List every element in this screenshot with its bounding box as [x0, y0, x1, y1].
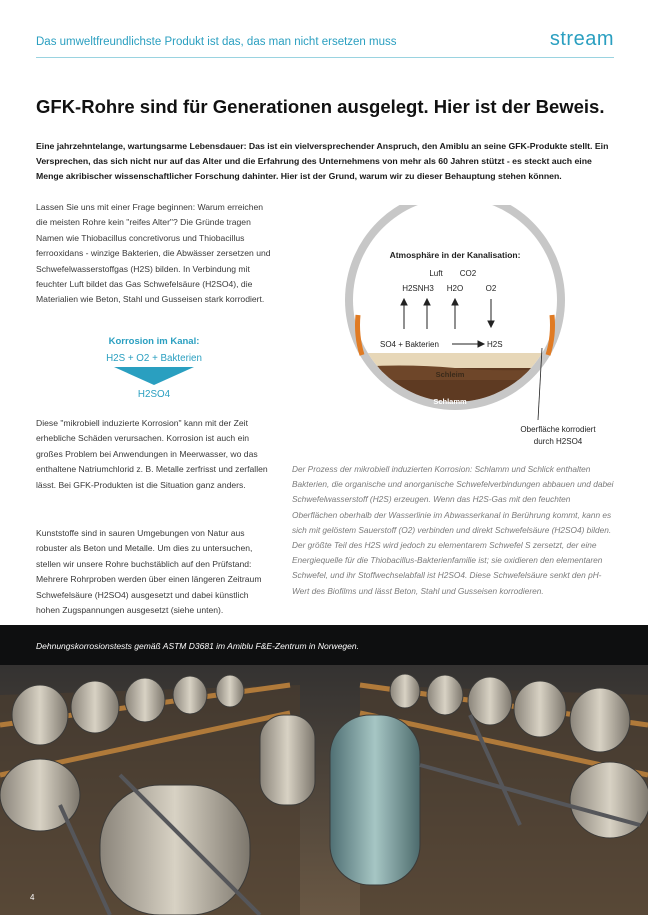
sludge-label: Schlamm — [433, 397, 467, 406]
diagram-title: Atmosphäre in der Kanalisation: — [389, 250, 521, 260]
stream-logo: stream — [549, 28, 614, 50]
corrosion-formula-box — [36, 332, 272, 414]
sewer-pipe-illustration — [340, 205, 610, 455]
body-paragraph-2: Diese "mikrobiell induzierte Korrosion" kann mit der Zeit erhebliche Schäden verursachen. Korrosion ist auch ein großes Problem bei Anwendungen in Meerwasser, wo das enthaltene Natriumchlorid z. B. Metalle zerfrisst und zerfallen lässt. Bei GFK-Produkten ist die Situation ganz anders. — [36, 418, 268, 490]
photo-caption: Dehnungskorrosionstests gemäß ASTM D3681 im Amiblu F&E-Zentrum in Norwegen. — [36, 641, 359, 651]
h2o-label: H2O — [446, 284, 464, 293]
corrosion-result: H2SO4 — [137, 389, 171, 400]
diagram-caption: Der Prozess der mikrobiell induzierten Korrosion: Schlamm und Schlick enthalten Bakterien, die organische und anorganische Schwefelverbindungen abbauen und dabei Schwefelwasserstoff (H2S) erzeugen. Wenn das H2S-Gas mit den feuchten Oberflächen oberhalb der Wasserlinie im Abwasserkanal in Berührung kommt, kann es sich mit gelöstem Sauerstoff (O2) verbinden und direkt Schwefelsäure (H2SO4) bilden. Der größte Teil des H2S wird jedoch zu elementarem Schwefel S zersetzt, der eine Energiequelle für die Thiobacillus-Bakterienfamilie ist; sie oxidieren den elementaren Schwefel, und ihr Stoffwechselabfall ist H2SO4. Diese Schwefelsäure senkt den pH-Wert des Biofilms und lässt Beton, Stahl und Gusseisen korrodieren. — [292, 464, 614, 596]
co2-label: CO2 — [459, 269, 477, 278]
sewer-corrosion-diagram — [340, 205, 610, 455]
o2-label: O2 — [485, 284, 497, 293]
body-column — [36, 200, 272, 618]
corrosion-title: Korrosion im Kanal: — [108, 336, 200, 347]
so4-bacteria-label: SO4 + Bakterien — [380, 340, 439, 349]
lab-photo — [0, 625, 648, 915]
surface-label-1: Oberfläche korrodiert — [520, 425, 596, 434]
header-tagline: Das umweltfreundlichste Produkt ist das, das man nicht ersetzen muss — [36, 36, 397, 48]
surface-label-2: durch H2SO4 — [533, 437, 583, 446]
slime-label: Schleim — [435, 370, 465, 379]
page-title: GFK-Rohre sind für Generationen ausgelegt. Hier ist der Beweis. — [36, 96, 605, 117]
page-number: 4 — [30, 893, 35, 902]
corrosion-formula: H2S + O2 + Bakterien — [106, 353, 202, 364]
pipe-test-rack-image — [0, 625, 648, 915]
corrosion-arrow-icon — [114, 367, 194, 385]
air-label: Luft — [429, 269, 443, 278]
page-header — [36, 30, 614, 58]
body-paragraph-1: Lassen Sie uns mit einer Frage beginnen: Warum erreichen die meisten Rohre kein "reifes Alter"? Die Gründe tragen Namen wie Thiobacillus concretivorus und Thiobacillus ferrooxidans - winzige Bakterien, die Abwässer zersetzen und Schwefelwasserstoffgas (H2S) bilden. In Verbindung mit feuchter Luft bildet das Gas Schwefelsäure (H2SO4), die Materialien wie Beton, Stahl und Gusseisen stark korrodiert. — [36, 202, 271, 305]
lead-paragraph: Eine jahrzehntelange, wartungsarme Lebensdauer: Das ist ein vielversprechender Anspruch, den Amiblu an seine GFK-Produkte stellt. Ein Versprechen, das sich nicht nur auf das Alter und die Erfahrung des Unternehmens von mehr als 60 Jahren stützt - es steckt auch eine Menge akribischer wissenschaftlicher Forschung dahinter. Hier ist der Grund, warum wir zu dieser Behauptung stehen können. — [36, 141, 609, 181]
h2s-label: H2S — [487, 340, 503, 349]
body-paragraph-3: Kunststoffe sind in sauren Umgebungen von Natur aus robuster als Beton und Metalle. Um dies zu untersuchen, stellen wir unsere Rohre buchstäblich auf den Prüfstand: Mehrere Rohrproben werden über einen längeren Zeitraum Schwefelsäure (H2SO4) ausgesetzt und dabei künstlich hohen Zugspannungen ausgesetzt (siehe unten). — [36, 528, 262, 616]
h2s-nh3-label: H2SNH3 — [402, 284, 434, 293]
